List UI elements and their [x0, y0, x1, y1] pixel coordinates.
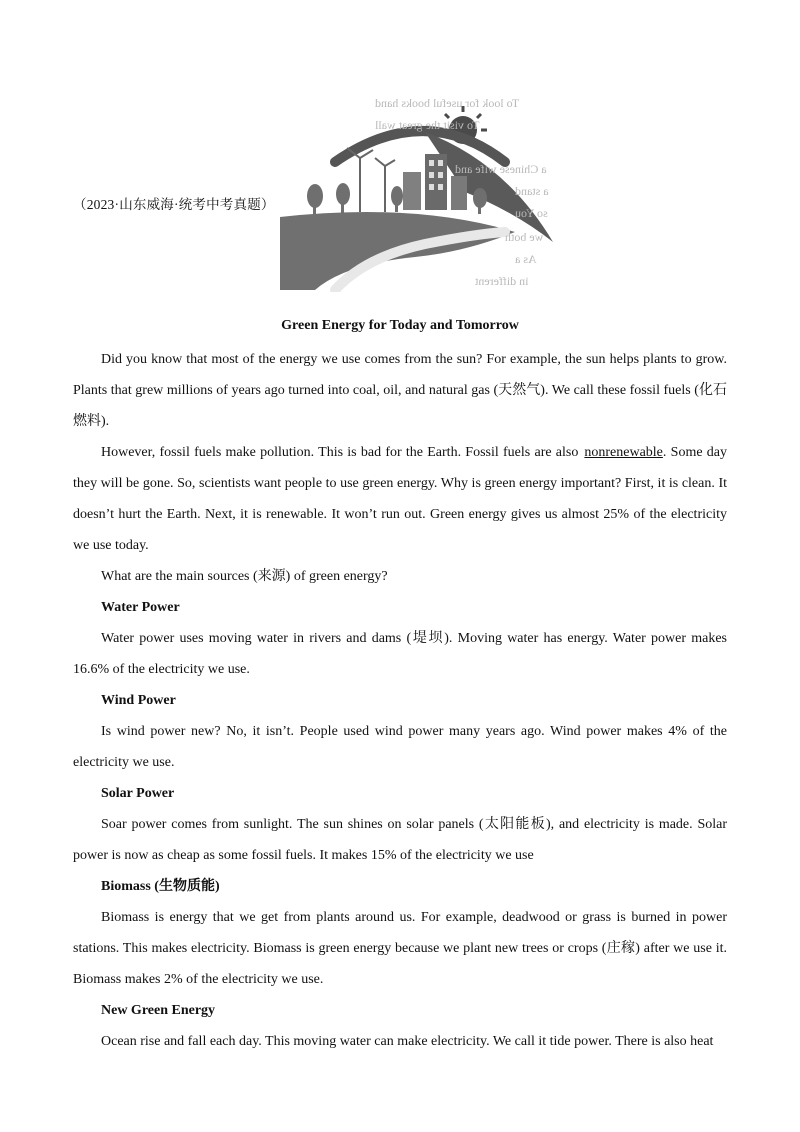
paragraph: What are the main sources (来源) of green energy?	[101, 569, 388, 584]
bleed-line: so You	[515, 206, 548, 220]
section-heading-biomass: Biomass (生物质能)	[101, 879, 220, 894]
source-line: （2023·山东威海·统考中考真题）	[73, 197, 275, 212]
bleed-through-text	[275, 92, 555, 292]
bleed-line: in different	[475, 274, 529, 288]
paragraph: Ocean rise and fall each day. This moving water can make electricity. We call it tide power. There is also heat	[101, 1034, 714, 1049]
paragraph: Water power uses moving water in rivers and dams (堤坝). Moving water has energy. Water power makes 16.6% of the electricity we use.	[73, 631, 727, 677]
article-body	[73, 344, 727, 1057]
section-heading-water: Water Power	[101, 600, 180, 615]
section-heading-new-green-energy: New Green Energy	[101, 1003, 216, 1018]
underlined-word: nonrenewable	[584, 445, 663, 460]
paragraph: However, fossil fuels make pollution. This is bad for the Earth. Fossil fuels are also nonrenewable. Some day they will be gone. So, scientists want people to use green energy. Why is green energy important? First, it is clean. It doesn’t hurt the Earth. Next, it is renewable. It won’t run out. Green energy gives us almost 25% of the electricity we use today.	[73, 445, 727, 553]
green-city-leaf-illustration	[275, 92, 555, 292]
bleed-line: To look for useful books hand	[375, 96, 520, 110]
bleed-line: As a	[515, 252, 537, 266]
paragraph: Biomass is energy that we get from plants around us. For example, deadwood or grass is burned in power stations. This makes electricity. Biomass is green energy because we plant new trees or crops (庄稼) after we use it. Biomass makes 2% of the electricity we use.	[73, 910, 727, 987]
bleed-line: To visit the great wall	[375, 118, 480, 132]
paragraph: Did you know that most of the energy we use comes from the sun? For example, the sun helps plants to grow. Plants that grew millions of years ago turned into coal, oil, and natural gas (天然气). We call these fossil fuels (化石燃料).	[73, 352, 727, 429]
paragraph: Soar power comes from sunlight. The sun shines on solar panels (太阳能板), and electricity is made. Solar power is now as cheap as some fossil fuels. It makes 15% of the electricity we use	[73, 817, 727, 863]
paragraph: Is wind power new? No, it isn’t. People used wind power many years ago. Wind power makes 4% of the electricity we use.	[73, 724, 727, 770]
section-heading-solar: Solar Power	[101, 786, 175, 801]
bleed-line: a Chinese wife and	[455, 162, 547, 176]
article-title: Green Energy for Today and Tomorrow	[281, 318, 519, 333]
bleed-line: we both	[505, 230, 544, 244]
bleed-line: a stand	[515, 184, 549, 198]
section-heading-wind: Wind Power	[101, 693, 176, 708]
